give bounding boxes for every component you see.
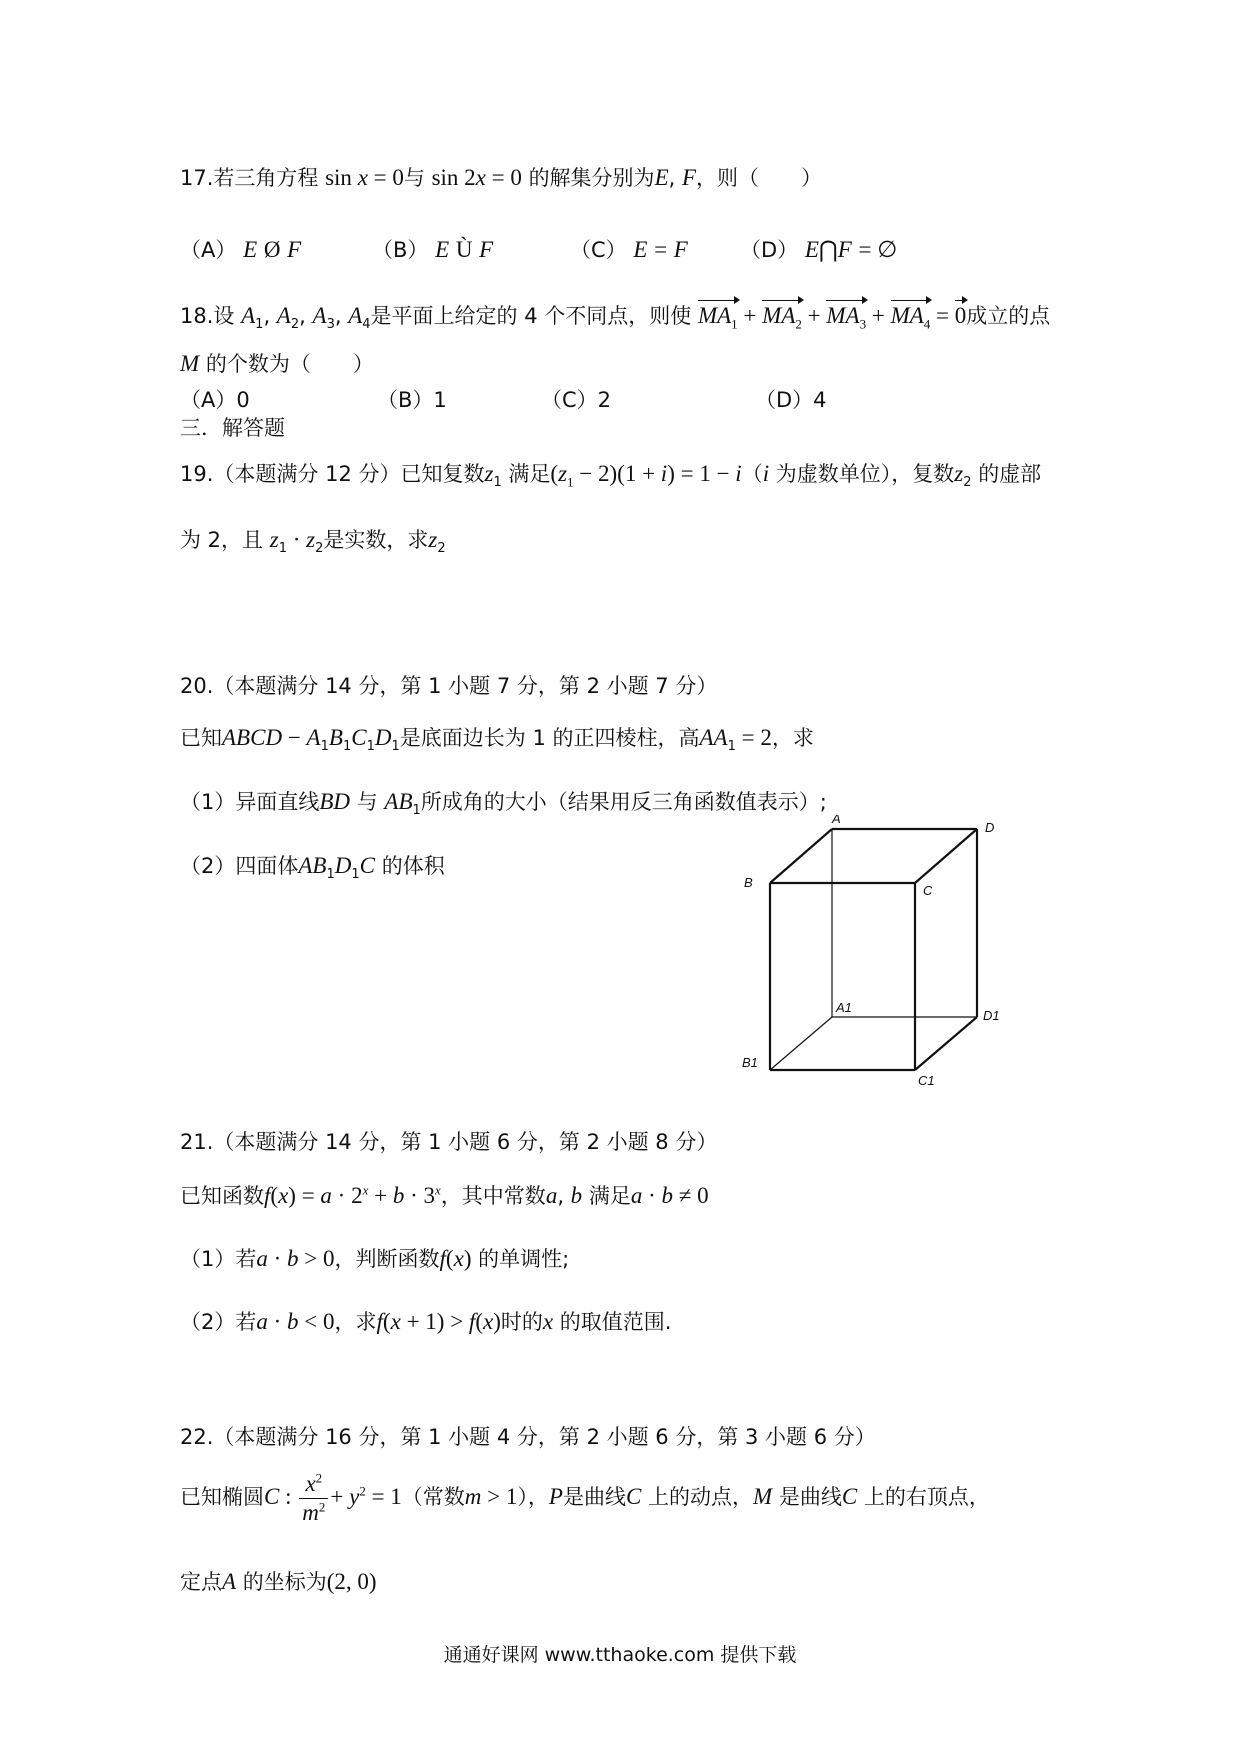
edge-dc [915,829,977,883]
label-d: D [985,820,995,835]
edge-ab [770,829,832,883]
label-b: B [744,875,753,890]
q18-option-a: （A）0 [180,388,250,412]
q18-option-c: （C）2 [541,388,612,412]
q21-part1: （1）若a · b > 0，判断函数f(x) 的单调性; [180,1246,570,1271]
label-a: A [832,815,841,826]
label-c: C [923,883,933,898]
q19-stem: 19.（本题满分 12 分）已知复数$z_1$ 满足$(z_1 - 2)(1 + i) = 1 - i(i$ 为虚数单位），复数$z_2$ 的虚部 [180,461,1042,491]
label-b1: B1 [742,1055,758,1070]
q18-stem-cont: M 的个数为（ ） [180,351,374,376]
q21-part2: （2）若a · b < 0，求f(x + 1) > f(x)时的x 的取值范围. [180,1309,672,1334]
q20-part2: （2）四面体$AB_1D_1C$ 的体积 [180,853,445,883]
q20-heading: 20.（本题满分 14 分，第 1 小题 7 分，第 2 小题 7 分） [180,674,718,698]
q18-option-d: （D）4 [755,388,827,412]
label-a1: A1 [836,1000,852,1015]
q21-stem: 已知函数$f(x) = a \cdot 2^x + b \cdot 3^x$，其中常数a, b 满足a · b ≠ 0 [180,1182,709,1208]
q17-option-c: （C） E = F [570,237,688,262]
q20-part1: （1）异面直线BD 与 $AB_1$所成角的大小（结果用反三角函数值表示）; [180,789,827,819]
edge-c1d1 [915,1017,977,1070]
q18-stem: 18.设 $A_1$, $A_2$, $A_3$, $A_4$是平面上给定的 4 个不同点，则使 $MA_1 + MA_2 + MA_3 + MA_4 = 0$成立的点 [180,300,1050,333]
q18-option-b: （B）1 [377,388,447,412]
label-d1: D1 [983,1008,1000,1023]
q22-heading: 22.（本题满分 16 分，第 1 小题 4 分，第 2 小题 6 分，第 3 小题 6 分） [180,1425,876,1449]
q22-stem-cont: 定点A 的坐标为(2, 0) [180,1569,377,1594]
footer-text: 通通好课网 www.tthaoke.com 提供下载 [443,1644,797,1666]
q22-stem: 已知椭圆C : $\frac{x^2}{m^2}$ + $y^2 = 1$（常数m > 1），P是曲线C 上的动点，M 是曲线C 上的右顶点， [180,1470,990,1525]
q17-option-b: （B） E Ù F [372,237,494,262]
q17-stem: 17.若三角方程 sin x = 0与 sin 2x = 0 的解集分别为E, F，则（ ） [180,165,823,190]
prism-figure [730,815,1030,1105]
edge-a1b1 [770,1017,832,1070]
q21-heading: 21.（本题满分 14 分，第 1 小题 6 分，第 2 小题 8 分） [180,1130,718,1154]
q19-stem-cont: 为 2，且 $z_1 \cdot z_2$是实数，求$z_2$ [180,527,446,557]
label-c1: C1 [918,1073,935,1088]
q20-stem: 已知ABCD − $A_1B_1C_1D_1$是底面边长为 1 的正四棱柱，高$AA_1 = 2$，求 [180,725,814,755]
section-heading: 三．解答题 [180,416,285,440]
q17-option-a: （A） E Ø F [180,237,302,262]
q17-option-d: （D） E⋂F = ∅ [740,237,898,262]
